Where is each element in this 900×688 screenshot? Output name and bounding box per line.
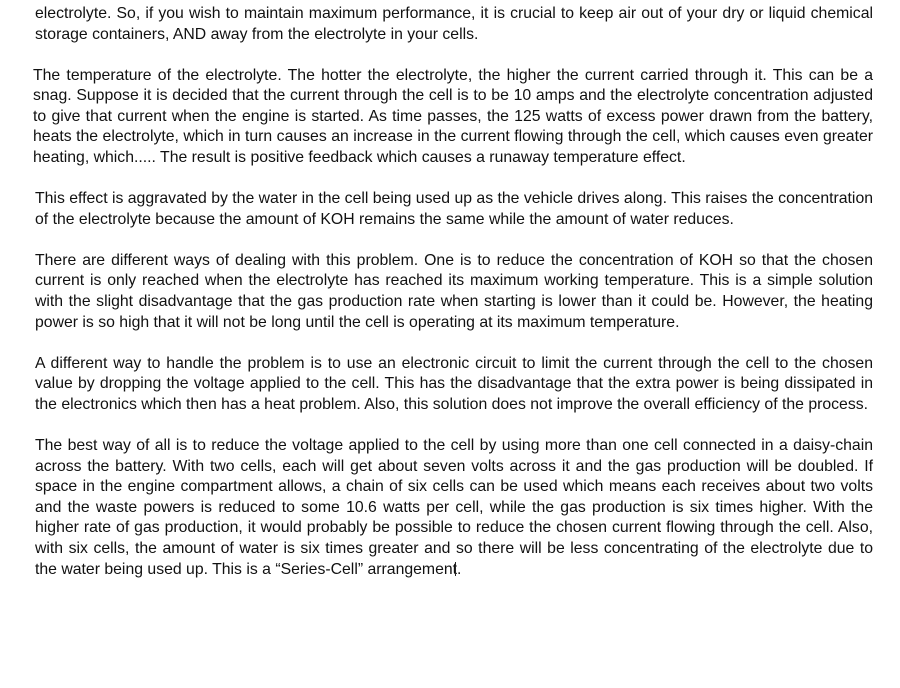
paragraph-4: There are different ways of dealing with this problem. One is to reduce the concentration of KOH so that the chosen current is only reached when the electrolyte has reached its maximum working temperature. This is a simple solution with the slight disadvantage that the gas production rate when starting is lower than it could be. However, the heating power is so high that it will not be long until the cell is operating at its maximum temperature. xyxy=(35,251,873,331)
document-page xyxy=(35,4,873,601)
paragraph-1: electrolyte. So, if you wish to maintain maximum performance, it is crucial to keep air out of your dry or liquid chemical storage containers, AND away from the electrolyte in your cells. xyxy=(35,5,873,43)
paragraph-5: A different way to handle the problem is to use an electronic circuit to limit the current through the cell to the chosen value by dropping the voltage applied to the cell. This has the disadvantage that the extra power is being dissipated in the electronics which then has a heat problem. Also, this solution does not improve the overall efficiency of the process. xyxy=(35,354,873,413)
paragraph-3: This effect is aggravated by the water in the cell being used up as the vehicle drives along. This raises the concentration of the electrolyte because the amount of KOH remains the same while the amount of water reduces. xyxy=(35,190,874,228)
paragraph-2: The temperature of the electrolyte. The hotter the electrolyte, the higher the current carried through it. This can be a snag. Suppose it is decided that the current through the cell is to be 10 amps and the electrolyte concentration adjusted to give that current when the engine is started. As time passes, the 125 watts of excess power drawn from the battery, heats the electrolyte, which in turn causes an increase in the current flowing through the cell, which causes even greater heating, which..... The result is positive feedback which causes a runaway temperature effect. xyxy=(33,66,873,167)
paragraph-6 xyxy=(35,436,873,580)
text-cursor-icon xyxy=(455,562,457,576)
paragraph-6-text: The best way of all is to reduce the voltage applied to the cell by using more than one cell connected in a daisy-chain across the battery. With two cells, each will get about seven volts across it and the gas production will be doubled. If space in the engine compartment allows, a chain of six cells can be used which means each receives about two volts and the waste powers is reduced to some 10.6 watts per cell, while the gas production is six times higher. With the higher rate of gas production, it would probably be possible to reduce the chosen current flowing through the cell. Also, with six cells, the amount of water is six times greater and so there will be less concentrating of the electrolyte due to the water being used up. This is a “Series-Cell” arrangement. xyxy=(35,437,873,578)
